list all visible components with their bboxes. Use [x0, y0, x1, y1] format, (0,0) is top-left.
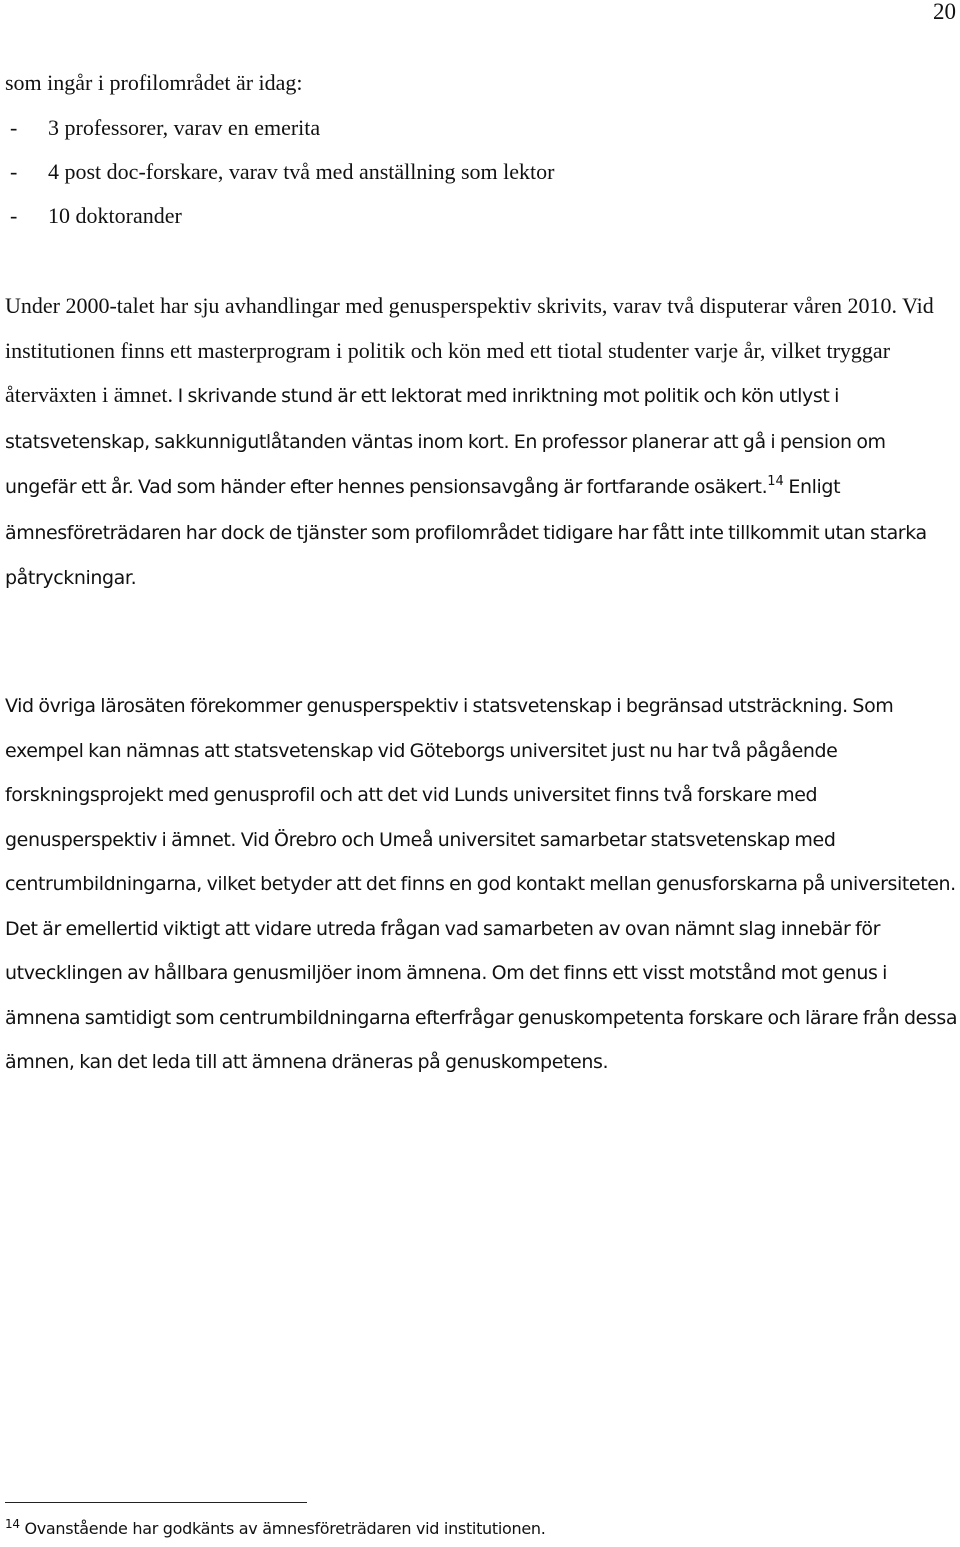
list-dash: -: [10, 159, 18, 184]
list-item: [10, 115, 320, 141]
intro-line: som ingår i profilområdet är idag:: [5, 70, 303, 95]
list-item: [10, 203, 182, 229]
list-item: [10, 159, 554, 185]
footnote-marker: 14: [5, 1517, 20, 1531]
list-dash: -: [10, 203, 18, 228]
footnote: [5, 1519, 546, 1538]
list-item-text: 4 post doc-forskare, varav två med anställning som lektor: [48, 159, 555, 184]
paragraph-1-continuation: Enligt ämnesföreträdaren har dock de tjänster som profilområdet tidigare har fått inte tillkommit utan starka påtryckningar.: [5, 476, 927, 589]
paragraph-2: Vid övriga lärosäten förekommer genusperspektiv i statsvetenskap i begränsad utsträckning. Som exempel kan nämnas att statsvetenskap vid Göteborgs universitet just nu har två pågående forskningsprojekt med genusprofil och att det vid Lunds universitet finns två forskare med genusperspektiv i ämnet. Vid Örebro och Umeå universitet samarbetar statsvetenskap med centrumbildningarna, vilket betyder att det finns en god kontakt mellan genusforskarna på universiteten. Det är emellertid viktigt att vidare utreda frågan vad samarbeten av ovan nämnt slag innebär för utvecklingen av hållbara genusmiljöer inom ämnena. Om det finns ett visst motstånd mot genus i ämnena samtidigt som centrumbildningarna efterfrågar genuskompetenta forskare och lärare från dessa ämnen, kan det leda till att ämnena dräneras på genuskompetens.: [5, 695, 958, 1073]
page-number: 20: [933, 0, 956, 24]
footnote-divider: [5, 1502, 307, 1503]
paragraph-1: [5, 284, 960, 601]
list-item-text: 10 doktorander: [48, 203, 182, 228]
paragraph-1-sans: I skrivande stund är ett lektorat med inriktning mot politik och kön utlyst i statsvetenskap, sakkunnigutlåtanden väntas inom kort. En professor planerar att gå i pension om ungefär ett år. Vad som händer efter hennes pensionsavgång är fortfarande osäkert.: [5, 385, 886, 498]
list-item-text: 3 professorer, varav en emerita: [48, 115, 321, 140]
list-dash: -: [10, 115, 18, 140]
footnote-text: Ovanstående har godkänts av ämnesföreträdaren vid institutionen.: [24, 1519, 546, 1538]
footnote-reference[interactable]: 14: [767, 474, 784, 489]
paragraph-1-serif: Under 2000-talet har sju avhandlingar med genusperspektiv skrivits, varav två disputerar våren 2010. Vid institutionen finns ett masterprogram i politik och kön med ett tiotal studenter varje år, vilket tryggar återväxten i ämnet.: [5, 293, 934, 407]
